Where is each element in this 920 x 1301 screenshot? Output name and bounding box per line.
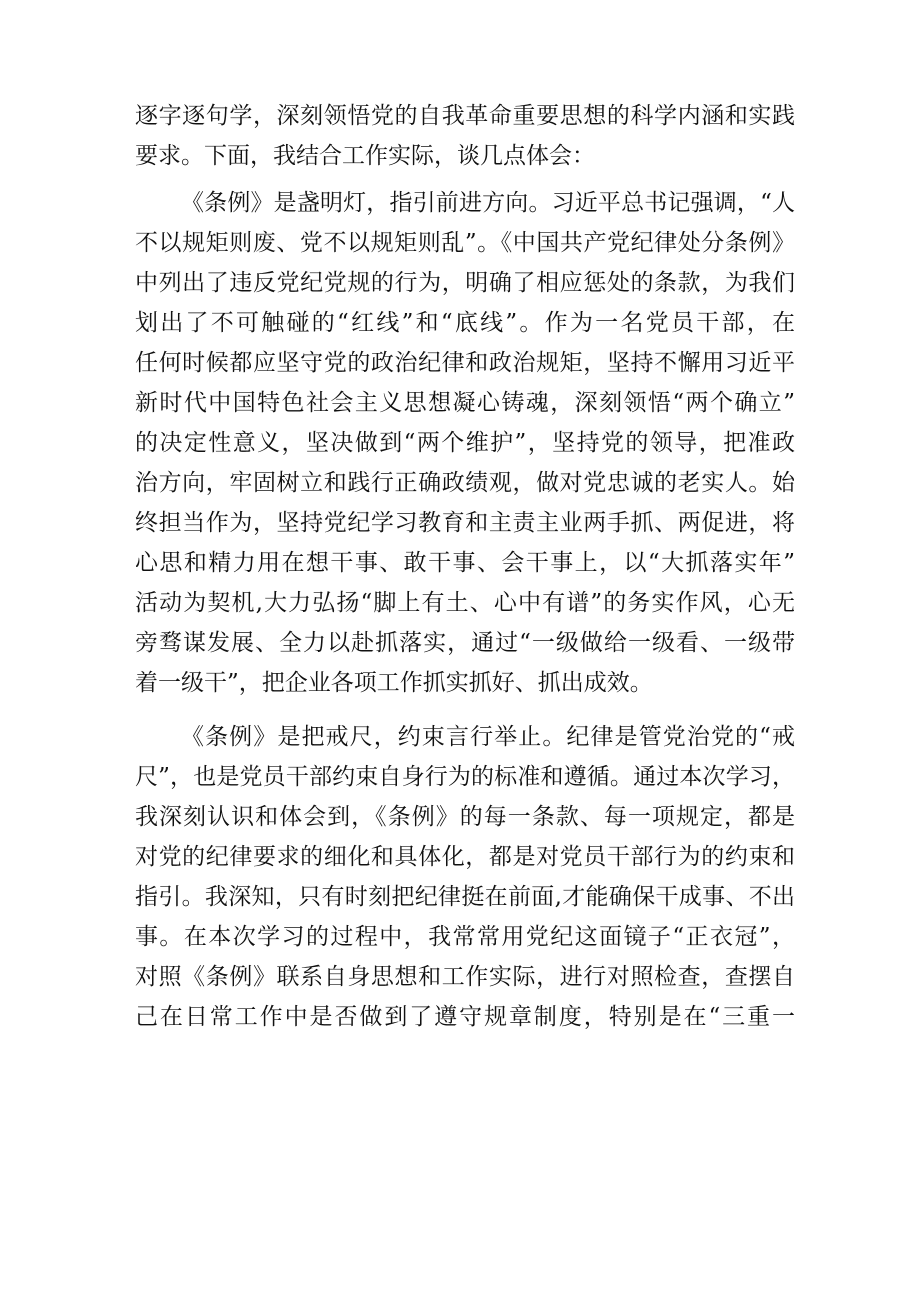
text-line: 治方向，牢固树立和践行正确政绩观，做对党忠诚的老实人。始 bbox=[135, 470, 795, 496]
text-line: 对党的纪律要求的细化和具体化，都是对党员干部行为的约束和 bbox=[135, 844, 795, 870]
text-line: 不以规矩则废、党不以规矩则乱”。《中国共产党纪律处分条例》 bbox=[135, 230, 795, 256]
text-line: 己在日常工作中是否做到了遵守规章制度，特别是在“三重一 bbox=[135, 1004, 795, 1030]
text-line: 着一级干”，把企业各项工作抓实抓好、抓出成效。 bbox=[135, 670, 653, 696]
paragraph-first-line: 《条例》是把戒尺，约束言行举止。纪律是管党治党的“戒 bbox=[181, 724, 795, 750]
body-text bbox=[135, 96, 795, 1037]
text-line: 指引。我深知，只有时刻把纪律挺在前面,才能确保干成事、不出 bbox=[135, 884, 795, 910]
text-line: 事。在本次学习的过程中，我常常用党纪这面镜子“正衣冠”， bbox=[135, 924, 795, 950]
text-line: 尺”，也是党员干部约束自身行为的标准和遵循。通过本次学习， bbox=[135, 764, 795, 790]
text-line: 划出了不可触碰的“红线”和“底线”。作为一名党员干部，在 bbox=[135, 310, 795, 336]
text-line: 新时代中国特色社会主义思想凝心铸魂，深刻领悟“两个确立” bbox=[135, 390, 795, 416]
text-line: 终担当作为，坚持党纪学习教育和主责主业两手抓、两促进，将 bbox=[135, 510, 795, 536]
text-line: 逐字逐句学，深刻领悟党的自我革命重要思想的科学内涵和实践 bbox=[135, 103, 795, 129]
text-line: 对照《条例》联系自身思想和工作实际，进行对照检查，查摆自 bbox=[135, 964, 795, 990]
text-line: 旁骛谋发展、全力以赴抓落实，通过“一级做给一级看、一级带 bbox=[135, 630, 795, 656]
text-line: 要求。下面，我结合工作实际，谈几点体会： bbox=[135, 143, 595, 169]
text-line: 中列出了违反党纪党规的行为，明确了相应惩处的条款，为我们 bbox=[135, 270, 795, 296]
paragraph-first-line: 《条例》是盏明灯，指引前进方向。习近平总书记强调，“人 bbox=[181, 190, 795, 216]
text-line: 活动为契机,大力弘扬“脚上有土、心中有谱”的务实作风，心无 bbox=[135, 590, 795, 616]
text-line: 的决定性意义，坚决做到“两个维护”，坚持党的领导，把准政 bbox=[135, 430, 795, 456]
text-line: 心思和精力用在想干事、敢干事、会干事上，以“大抓落实年” bbox=[135, 550, 795, 576]
text-line: 任何时候都应坚守党的政治纪律和政治规矩，坚持不懈用习近平 bbox=[135, 350, 795, 376]
text-line: 我深刻认识和体会到，《条例》的每一条款、每一项规定，都是 bbox=[135, 804, 795, 830]
